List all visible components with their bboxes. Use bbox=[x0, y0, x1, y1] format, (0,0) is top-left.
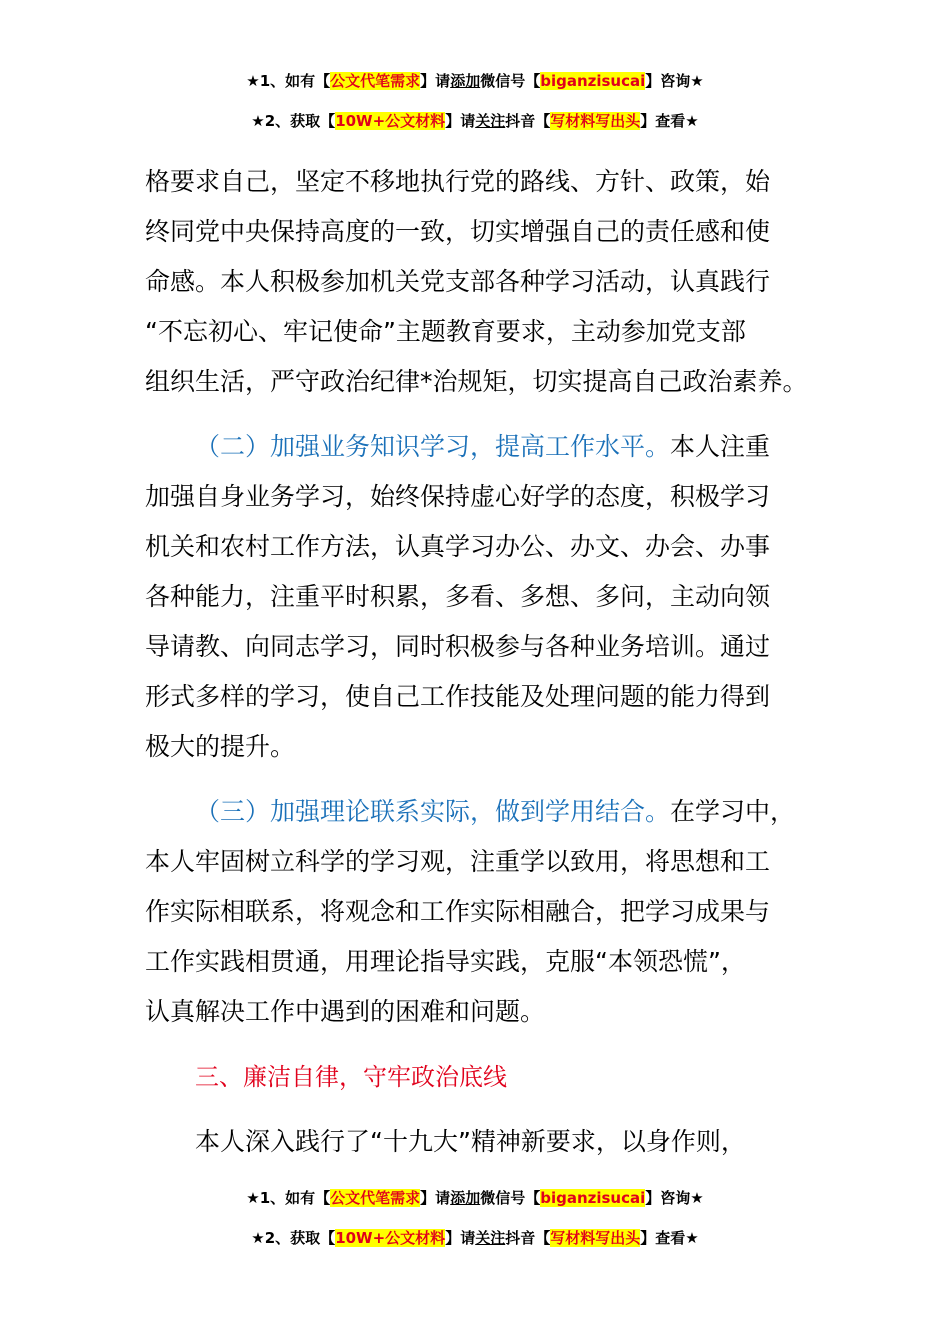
body-line: 各种能力，注重平时积累，多看、多想、多问，主动向领 bbox=[145, 582, 771, 611]
banner-suffix: 】咨询★ bbox=[645, 72, 704, 90]
banner-highlight: 写材料写出头 bbox=[550, 1229, 641, 1247]
body-line: 形式多样的学习，使自己工作技能及处理问题的能力得到 bbox=[145, 682, 771, 711]
body-text: 本人注重 bbox=[670, 432, 771, 461]
subsection-heading: （三）加强理论联系实际，做到学用结合。 bbox=[195, 797, 671, 826]
paragraph-first-line bbox=[195, 795, 795, 829]
banner-prefix: ★1、如有【 bbox=[246, 1189, 331, 1207]
banner-prefix: ★2、获取【 bbox=[251, 112, 336, 130]
body-line: 导请教、向同志学习，同时积极参与各种业务培训。通过 bbox=[145, 632, 771, 661]
banner-text: 微信号【 bbox=[480, 1189, 541, 1207]
banner-underlined: 添加 bbox=[450, 72, 481, 90]
body-line: 终同党中央保持高度的一致，切实增强自己的责任感和使 bbox=[145, 217, 771, 246]
body-line: 加强自身业务学习，始终保持虚心好学的态度，积极学习 bbox=[145, 482, 771, 511]
banner-prefix: ★2、获取【 bbox=[251, 1229, 336, 1247]
banner-suffix: 】查看★ bbox=[640, 112, 699, 130]
body-line: 极大的提升。 bbox=[145, 732, 296, 761]
body-line: 格要求自己，坚定不移地执行党的路线、方针、政策，始 bbox=[145, 167, 771, 196]
banner-underlined: 关注 bbox=[475, 1229, 506, 1247]
paragraph-first-line bbox=[195, 430, 770, 464]
banner-suffix: 】咨询★ bbox=[645, 1189, 704, 1207]
banner-text: 】请 bbox=[420, 1189, 451, 1207]
top-banner-line-1 bbox=[0, 70, 950, 92]
banner-suffix: 】查看★ bbox=[640, 1229, 699, 1247]
body-line: 作实际相联系，将观念和工作实际相融合，把学习成果与 bbox=[145, 897, 771, 926]
bottom-banner-line-1 bbox=[0, 1187, 950, 1209]
body-line: 本人牢固树立科学的学习观，注重学以致用，将思想和工 bbox=[145, 847, 771, 876]
body-line: 命感。本人积极参加机关党支部各种学习活动，认真践行 bbox=[145, 267, 771, 296]
body-line: 机关和农村工作方法，认真学习办公、办文、办会、办事 bbox=[145, 532, 771, 561]
banner-text: 】请 bbox=[445, 1229, 476, 1247]
body-text: 在学习中， bbox=[670, 797, 796, 826]
banner-highlight: 公文代笔需求 bbox=[330, 1189, 421, 1207]
banner-text: 】请 bbox=[420, 72, 451, 90]
banner-highlight: biganzisucai bbox=[540, 1189, 646, 1207]
body-line: 工作实践相贯通，用理论指导实践，克服“本领恐慌”， bbox=[145, 947, 746, 976]
banner-text: 抖音【 bbox=[505, 1229, 551, 1247]
body-line: 认真解决工作中遇到的困难和问题。 bbox=[145, 997, 546, 1026]
bottom-banner-line-2 bbox=[0, 1227, 950, 1249]
banner-highlight: 10W+公文材料 bbox=[335, 1229, 446, 1247]
banner-underlined: 添加 bbox=[450, 1189, 481, 1207]
body-line: 组织生活，严守政治纪律*治规矩，切实提高自己政治素养。 bbox=[145, 367, 808, 396]
top-banner-line-2 bbox=[0, 110, 950, 132]
banner-prefix: ★1、如有【 bbox=[246, 72, 331, 90]
banner-underlined: 关注 bbox=[475, 112, 506, 130]
body-line: “不忘初心、牢记使命”主题教育要求，主动参加党支部 bbox=[145, 317, 746, 346]
banner-highlight: 10W+公文材料 bbox=[335, 112, 446, 130]
body-line: 本人深入践行了“十九大”精神新要求，以身作则， bbox=[195, 1127, 746, 1156]
subsection-heading: （二）加强业务知识学习，提高工作水平。 bbox=[195, 432, 671, 461]
section-heading: 三、廉洁自律，守牢政治底线 bbox=[195, 1063, 507, 1091]
banner-highlight: biganzisucai bbox=[540, 72, 646, 90]
banner-text: 】请 bbox=[445, 112, 476, 130]
banner-text: 微信号【 bbox=[480, 72, 541, 90]
banner-highlight: 写材料写出头 bbox=[550, 112, 641, 130]
banner-highlight: 公文代笔需求 bbox=[330, 72, 421, 90]
banner-text: 抖音【 bbox=[505, 112, 551, 130]
